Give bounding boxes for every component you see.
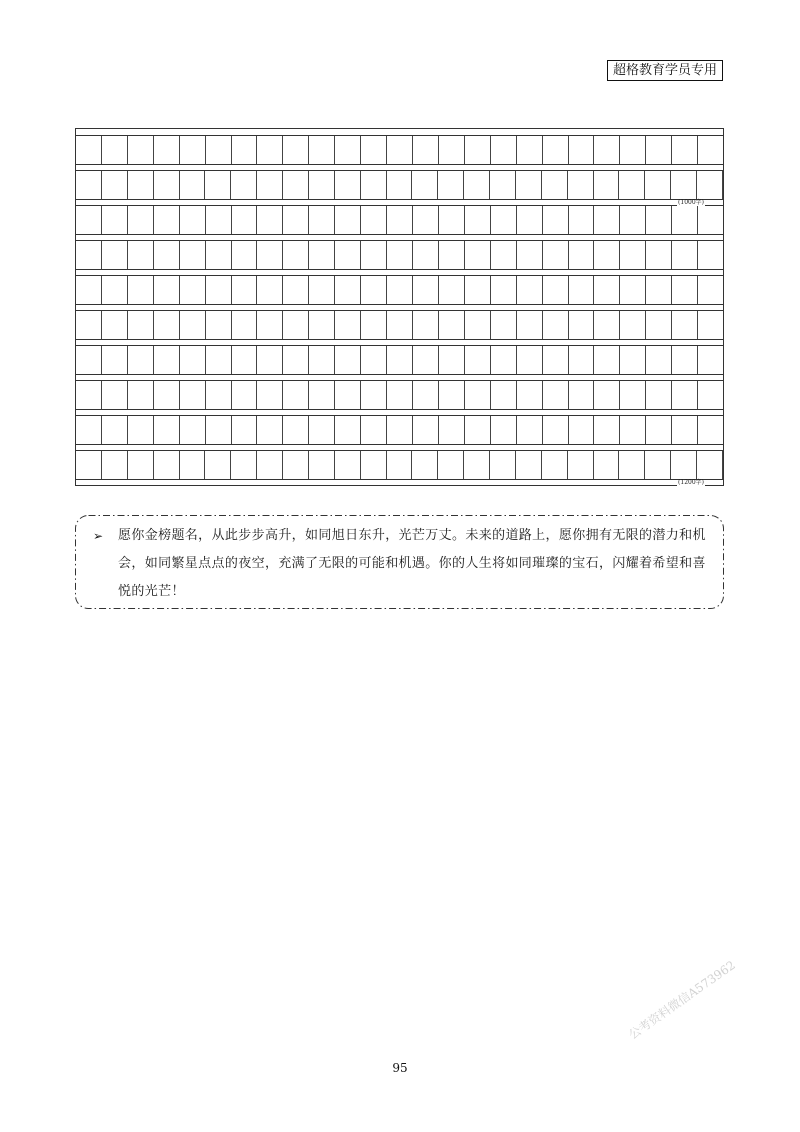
grid-cell [569, 241, 595, 269]
grid-cell [257, 171, 283, 199]
grid-cell [594, 206, 620, 234]
grid-cell [128, 416, 154, 444]
grid-cell [569, 311, 595, 339]
grid-cell [438, 451, 464, 479]
grid-cell [283, 206, 309, 234]
grid-cell [76, 416, 102, 444]
grid-cell [361, 136, 387, 164]
grid-cell [128, 311, 154, 339]
grid-cell [490, 451, 516, 479]
grid-cell [180, 171, 206, 199]
grid-cell [413, 241, 439, 269]
grid-cell [698, 381, 723, 409]
grid-cell [128, 346, 154, 374]
grid-cell [439, 416, 465, 444]
grid-cell [76, 311, 102, 339]
grid-row [76, 275, 723, 305]
grid-cell [490, 171, 516, 199]
grid-cell [698, 206, 723, 234]
grid-cell [128, 451, 154, 479]
grid-cell [413, 206, 439, 234]
grid-cell [672, 136, 698, 164]
grid-cell [413, 136, 439, 164]
grid-cell [257, 381, 283, 409]
grid-cell [102, 241, 128, 269]
grid-cell [232, 381, 258, 409]
grid-cell [491, 206, 517, 234]
grid-cell [206, 241, 232, 269]
grid-cell [361, 381, 387, 409]
grid-cell [154, 241, 180, 269]
grid-cell [76, 276, 102, 304]
grid-cell [698, 346, 723, 374]
grid-cell [180, 311, 206, 339]
grid-cell [543, 416, 569, 444]
grid-cell [491, 276, 517, 304]
grid-cell [361, 241, 387, 269]
grid-cell [439, 346, 465, 374]
grid-cell [594, 346, 620, 374]
grid-cell [309, 171, 335, 199]
grid-cell [646, 311, 672, 339]
note-text [118, 522, 714, 606]
grid-cell [620, 416, 646, 444]
grid-cell [180, 136, 206, 164]
grid-cell [672, 311, 698, 339]
grid-row [76, 135, 723, 165]
grid-cell [465, 416, 491, 444]
grid-cell [465, 311, 491, 339]
grid-cell [413, 416, 439, 444]
grid-cell [594, 136, 620, 164]
grid-row [76, 205, 723, 235]
grid-cell [672, 381, 698, 409]
grid-cell [672, 276, 698, 304]
grid-row [76, 345, 723, 375]
note-line: 会，如同繁星点点的夜空，充满了无限的可能和机遇。你的人生将如同璀璨的宝石，闪耀着希望和喜 [118, 556, 706, 571]
grid-cell [465, 241, 491, 269]
grid-cell [387, 241, 413, 269]
grid-cell [594, 416, 620, 444]
grid-cell [102, 171, 128, 199]
grid-cell [620, 381, 646, 409]
grid-cell [620, 346, 646, 374]
grid-cell [491, 136, 517, 164]
grid-cell [309, 416, 335, 444]
grid-cell [594, 451, 620, 479]
grid-cell [412, 171, 438, 199]
grid-cell [361, 276, 387, 304]
grid-cell [102, 276, 128, 304]
grid-cell [491, 311, 517, 339]
grid-cell [76, 451, 102, 479]
grid-cell [491, 241, 517, 269]
grid-cell [672, 346, 698, 374]
grid-row [76, 415, 723, 445]
grid-cell [645, 451, 671, 479]
grid-cell [231, 171, 257, 199]
word-count-marker: (1200字) [678, 478, 704, 486]
grid-cell [464, 451, 490, 479]
grid-cell [697, 171, 723, 199]
grid-cell [128, 381, 154, 409]
note-box [75, 515, 724, 609]
grid-cell [335, 381, 361, 409]
grid-cell [361, 206, 387, 234]
grid-cell [180, 241, 206, 269]
grid-cell [517, 346, 543, 374]
grid-cell [619, 171, 645, 199]
grid-cell [232, 346, 258, 374]
grid-cell [206, 381, 232, 409]
grid-cell [412, 451, 438, 479]
grid-cell [335, 346, 361, 374]
grid-cell [361, 451, 387, 479]
grid-cell [698, 416, 723, 444]
grid-cell [387, 136, 413, 164]
grid-cell [154, 346, 180, 374]
grid-cell [646, 136, 672, 164]
grid-cell [491, 381, 517, 409]
grid-cell [154, 381, 180, 409]
grid-cell [543, 346, 569, 374]
grid-cell [620, 311, 646, 339]
grid-cell [594, 381, 620, 409]
grid-cell [491, 416, 517, 444]
grid-cell [438, 171, 464, 199]
grid-cell [283, 311, 309, 339]
grid-cell [128, 136, 154, 164]
grid-cell [283, 171, 309, 199]
grid-cell [283, 241, 309, 269]
grid-cell [646, 416, 672, 444]
grid-cell [594, 311, 620, 339]
grid-cell [102, 346, 128, 374]
grid-cell [335, 451, 361, 479]
grid-cell [309, 276, 335, 304]
grid-cell [413, 381, 439, 409]
grid-cell [387, 311, 413, 339]
grid-cell [309, 206, 335, 234]
grid-cell [128, 171, 154, 199]
grid-cell [387, 276, 413, 304]
grid-cell [569, 276, 595, 304]
grid-cell [180, 206, 206, 234]
grid-cell [569, 136, 595, 164]
grid-cell [102, 206, 128, 234]
grid-cell [517, 381, 543, 409]
grid-cell [439, 311, 465, 339]
grid-cell [465, 381, 491, 409]
grid-cell [257, 311, 283, 339]
watermark: 公考资料微信A573962 [626, 957, 738, 1043]
grid-cell [569, 416, 595, 444]
grid-cell [568, 171, 594, 199]
grid-cell [76, 136, 102, 164]
grid-row [76, 240, 723, 270]
grid-cell [569, 346, 595, 374]
grid-cell [206, 206, 232, 234]
grid-cell [517, 241, 543, 269]
grid-cell [569, 206, 595, 234]
grid-cell [257, 206, 283, 234]
grid-cell [232, 241, 258, 269]
grid-cell [646, 381, 672, 409]
grid-cell [154, 311, 180, 339]
page-number: 95 [392, 1061, 408, 1075]
note-line: 悦的光芒！ [118, 584, 185, 599]
grid-cell [231, 451, 257, 479]
grid-cell [232, 276, 258, 304]
grid-cell [309, 136, 335, 164]
grid-cell [180, 346, 206, 374]
grid-cell [335, 171, 361, 199]
grid-cell [206, 416, 232, 444]
grid-cell [387, 451, 413, 479]
grid-cell [569, 381, 595, 409]
grid-cell [620, 206, 646, 234]
grid-cell [335, 136, 361, 164]
grid-cell [594, 241, 620, 269]
grid-cell [206, 136, 232, 164]
grid-cell [594, 171, 620, 199]
grid-cell [128, 206, 154, 234]
grid-cell [671, 451, 697, 479]
grid-cell [517, 206, 543, 234]
grid-cell [517, 311, 543, 339]
grid-row [76, 380, 723, 410]
grid-cell [646, 276, 672, 304]
grid-cell [76, 206, 102, 234]
grid-cell [387, 346, 413, 374]
grid-cell [102, 311, 128, 339]
grid-cell [542, 451, 568, 479]
grid-cell [76, 346, 102, 374]
grid-cell [102, 451, 128, 479]
grid-cell [517, 276, 543, 304]
grid-cell [672, 416, 698, 444]
grid-cell [283, 276, 309, 304]
grid-cell [698, 276, 723, 304]
grid-cell [645, 171, 671, 199]
grid-cell [309, 241, 335, 269]
grid-row [76, 450, 723, 486]
grid-cell [698, 311, 723, 339]
grid-cell [154, 451, 180, 479]
grid-cell [517, 136, 543, 164]
grid-cell [542, 171, 568, 199]
grid-cell [257, 451, 283, 479]
grid-cell [568, 451, 594, 479]
grid-cell [361, 171, 387, 199]
grid-cell [387, 416, 413, 444]
grid-cell [439, 381, 465, 409]
grid-cell [128, 276, 154, 304]
grid-cell [232, 311, 258, 339]
grid-cell [309, 381, 335, 409]
grid-cell [232, 136, 258, 164]
writing-grid [75, 128, 724, 486]
grid-cell [672, 241, 698, 269]
grid-cell [102, 381, 128, 409]
grid-cell [206, 346, 232, 374]
grid-cell [646, 346, 672, 374]
grid-cell [465, 276, 491, 304]
grid-cell [154, 206, 180, 234]
grid-cell [205, 171, 231, 199]
grid-cell [439, 241, 465, 269]
grid-cell [620, 276, 646, 304]
grid-cell [154, 136, 180, 164]
grid-cell [76, 241, 102, 269]
grid-cell [335, 416, 361, 444]
grid-cell [413, 311, 439, 339]
grid-cell [154, 416, 180, 444]
grid-cell [283, 416, 309, 444]
grid-cell [283, 136, 309, 164]
grid-cell [465, 346, 491, 374]
grid-cell [646, 206, 672, 234]
grid-cell [698, 241, 723, 269]
grid-cell [180, 451, 206, 479]
grid-row [76, 310, 723, 340]
grid-cell [543, 136, 569, 164]
grid-cell [413, 276, 439, 304]
grid-cell [283, 346, 309, 374]
grid-cell [361, 311, 387, 339]
arrow-bullet-icon: ➢ [93, 529, 104, 543]
grid-cell [672, 206, 698, 234]
grid-cell [102, 136, 128, 164]
grid-cell [516, 451, 542, 479]
grid-cell [335, 311, 361, 339]
grid-cell [387, 206, 413, 234]
grid-cell [76, 171, 102, 199]
grid-cell [309, 311, 335, 339]
grid-cell [257, 346, 283, 374]
grid-cell [697, 451, 723, 479]
grid-cell [516, 171, 542, 199]
grid-cell [102, 416, 128, 444]
grid-cell [464, 171, 490, 199]
grid-cell [335, 276, 361, 304]
grid-cell [257, 136, 283, 164]
grid-cell [517, 416, 543, 444]
grid-cell [620, 241, 646, 269]
grid-cell [543, 241, 569, 269]
grid-cell [180, 276, 206, 304]
grid-cell [413, 346, 439, 374]
grid-cell [232, 206, 258, 234]
grid-cell [543, 311, 569, 339]
grid-cell [439, 136, 465, 164]
grid-cell [205, 451, 231, 479]
note-line: 愿你金榜题名，从此步步高升，如同旭日东升，光芒万丈。未来的道路上，愿你拥有无限的潜力和机 [118, 528, 706, 543]
grid-cell [206, 311, 232, 339]
grid-cell [543, 381, 569, 409]
grid-cell [309, 451, 335, 479]
grid-row [76, 170, 723, 206]
grid-cell [309, 346, 335, 374]
grid-cell [671, 171, 697, 199]
word-count-marker: (1000字) [678, 198, 704, 206]
header-badge: 超格教育学员专用 [607, 60, 723, 81]
grid-cell [439, 276, 465, 304]
grid-cell [387, 171, 413, 199]
grid-cell [465, 206, 491, 234]
grid-cell [154, 171, 180, 199]
grid-cell [154, 276, 180, 304]
grid-cell [257, 416, 283, 444]
grid-cell [257, 241, 283, 269]
grid-cell [335, 241, 361, 269]
grid-cell [439, 206, 465, 234]
grid-cell [543, 206, 569, 234]
grid-cell [335, 206, 361, 234]
grid-cell [361, 416, 387, 444]
grid-cell [180, 416, 206, 444]
grid-cell [206, 276, 232, 304]
grid-cell [232, 416, 258, 444]
grid-cell [594, 276, 620, 304]
grid-cell [543, 276, 569, 304]
grid-cell [620, 136, 646, 164]
grid-cell [283, 451, 309, 479]
grid-cell [283, 381, 309, 409]
grid-cell [387, 381, 413, 409]
grid-cell [257, 276, 283, 304]
grid-cell [646, 241, 672, 269]
grid-cell [619, 451, 645, 479]
grid-cell [180, 381, 206, 409]
grid-cell [128, 241, 154, 269]
grid-cell [491, 346, 517, 374]
grid-cell [465, 136, 491, 164]
grid-cell [698, 136, 723, 164]
grid-cell [76, 381, 102, 409]
grid-cell [361, 346, 387, 374]
